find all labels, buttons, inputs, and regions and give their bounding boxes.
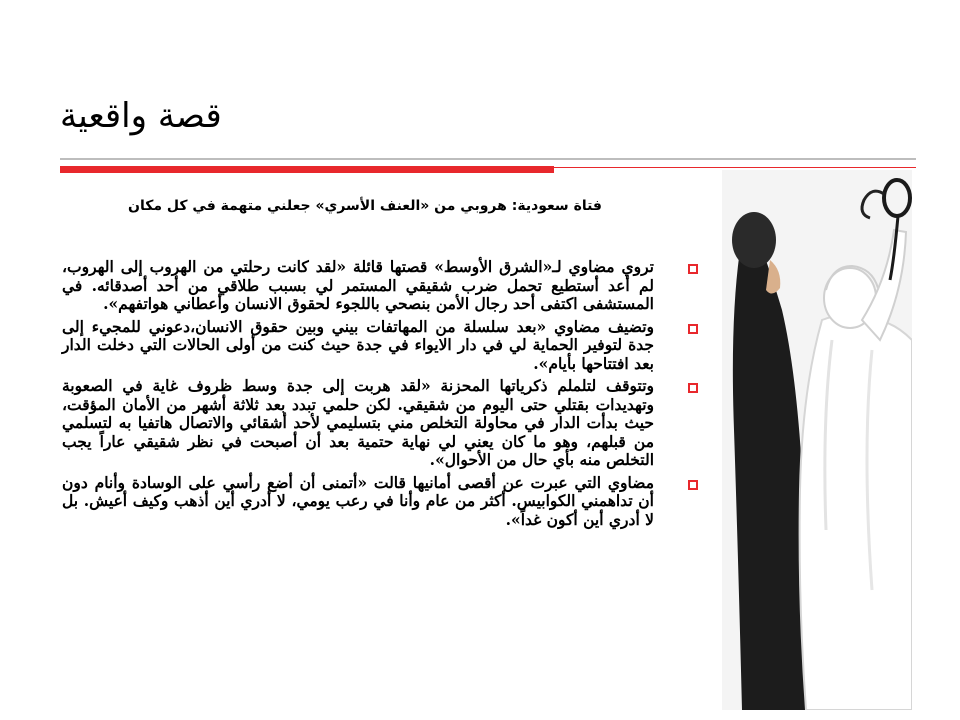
title-divider — [60, 158, 916, 160]
accent-line — [554, 167, 916, 168]
photo-illustration — [722, 170, 912, 710]
accent-bar — [60, 166, 554, 173]
bullet-text: تروي مضاوي لـ«الشرق الأوسط» قصتها قائلة «لقد كانت رحلتي من الهروب إلى الهروب، لم أعد أستطيع تحمل ضرب شقيقي المستمر لي بسبب طلاقي من أحد أصدقائه. في المستشفى اكتفى أحد رجال الأمن بنصحي باللجوء لحقوق الانسان وأعطاني هواتفهم». — [62, 257, 654, 313]
list-item — [62, 377, 712, 470]
bullet-text: وتتوقف لتلملم ذكرياتها المحزنة «لقد هربت إلى جدة وسط ظروف غاية في الصعوبة وتهديدات بقتلي حتى اليوم من شقيقي. لكن حلمي تبدد بعد ثلاثة أشهر من الأمان المؤقت، حيث بدأت الدار في محاولة التخلص مني بتسليمي لأحد أشقائي والاتصال هاتفيا به لتسلمي من قبلهم، وهو ما كان يعني لي نهاية حتمية بعد أن أصبحت في نظر شقيقي عاراً يجب التخلص منه بأي حال من الأحوال». — [62, 376, 654, 469]
slide-subtitle: فتاة سعودية: هروبي من «العنف الأسري» جعلني متهمة في كل مكان — [128, 198, 602, 214]
list-item — [62, 474, 712, 530]
slide-title: قصة واقعية — [60, 96, 222, 136]
square-bullet-icon — [688, 324, 698, 334]
bullet-list — [62, 258, 712, 533]
list-item — [62, 318, 712, 374]
bullet-text: وتضيف مضاوي «بعد سلسلة من المهاتفات بيني وبين حقوق الانسان،دعوني للمجيء إلى جدة لتوفير الحماية لي في دار الايواء في جدة حيث كنت من أولى الحالات التي دخلت الدار بعد افتتاحها بأيام». — [62, 316, 654, 373]
square-bullet-icon — [688, 480, 698, 490]
square-bullet-icon — [688, 383, 698, 393]
bullet-text: مضاوي التي عبرت عن أقصى أمانيها قالت «أتمنى أن أضع رأسي على الوسادة وأنام دون أن تداهمني الكوابيس. أكثر من عام وأنا في رعب يومي، لا أدري أين أذهب وكيف أعيش. بل لا أدري أين أكون غداً». — [62, 472, 654, 529]
square-bullet-icon — [688, 264, 698, 274]
list-item — [62, 258, 712, 314]
